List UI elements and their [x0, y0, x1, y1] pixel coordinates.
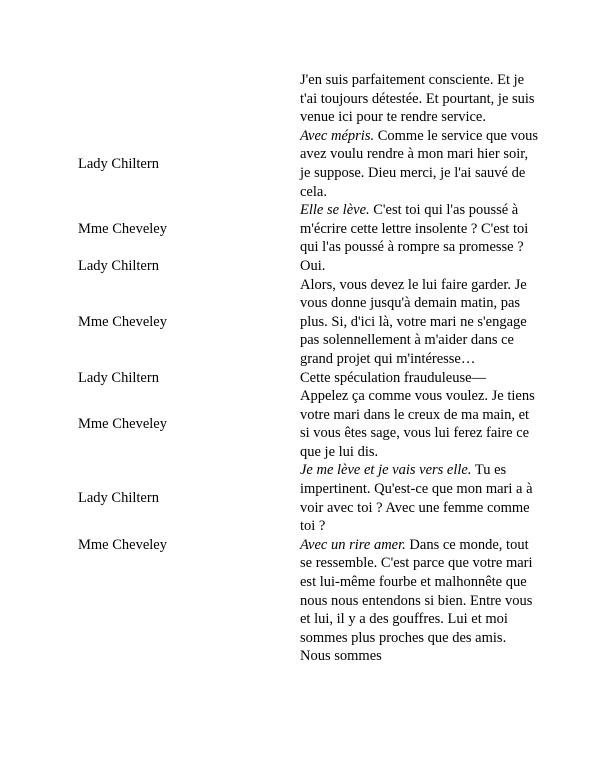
speaker-name: Lady Chiltern: [78, 257, 159, 274]
stage-direction: Elle se lève.: [300, 202, 370, 219]
dialogue-table: [78, 71, 538, 666]
dialogue-row: [78, 201, 538, 257]
speech-line: Appelez ça comme vous voulez. Je tiens votre mari dans le creux de ma main, et si vous êtes sage, vous lui ferez faire ce que je lui dis.: [300, 388, 535, 460]
speaker-name: Mme Cheveley: [78, 313, 167, 330]
speaker-name: Lady Chiltern: [78, 369, 159, 386]
speech-line: Alors, vous devez le lui faire garder. Je vous donne jusqu'à demain matin, pas plus. Si, d'ici là, votre mari ne s'engage pas solennellement à m'aider dans ce grand projet qui m'intéresse…: [300, 276, 527, 367]
speech-line: Cette spéculation frauduleuse—: [300, 369, 487, 386]
speech-text: [300, 536, 538, 666]
dialogue-row: [78, 536, 538, 666]
speaker-name: Mme Cheveley: [78, 536, 167, 553]
speech-text: [300, 127, 538, 201]
dialogue-row: [78, 276, 538, 369]
dialogue-row: [78, 257, 538, 276]
dialogue-row: [78, 369, 538, 388]
speech-line: J'en suis parfaitement consciente. Et je t'ai toujours détestée. Et pourtant, je suis venue ici pour te rendre service.: [300, 72, 535, 126]
speaker-name: Mme Cheveley: [78, 415, 167, 432]
dialogue-row: [78, 127, 538, 201]
speech-text: [300, 369, 538, 388]
speech-line: Oui.: [300, 257, 326, 274]
speech-line: Comme le service que vous avez voulu rendre à mon mari hier soir, je suppose. Dieu merci, je l'ai sauvé de cela.: [300, 127, 538, 200]
stage-direction: Je me lève et je vais vers elle.: [300, 462, 472, 479]
speech-text: [300, 71, 538, 127]
speech-text: [300, 201, 538, 257]
speech-text: [300, 387, 538, 461]
speech-text: [300, 257, 538, 276]
stage-direction: Avec un rire amer.: [300, 536, 406, 553]
stage-direction: Avec mépris.: [300, 127, 375, 144]
speaker-name: Mme Cheveley: [78, 220, 167, 237]
dialogue-row: [78, 387, 538, 461]
speech-text: [300, 461, 538, 535]
speech-line: Tu es impertinent. Qu'est-ce que mon mari a à voir avec toi ? Avec une femme comme toi ?: [300, 462, 533, 535]
dialogue-row: [78, 461, 538, 535]
speaker-name: Lady Chiltern: [78, 155, 159, 172]
speech-text: [300, 276, 538, 369]
speaker-name: Lady Chiltern: [78, 490, 159, 507]
speech-line: C'est toi qui l'as poussé à m'écrire cette lettre insolente ? C'est toi qui l'as poussé à rompre sa promesse ?: [300, 202, 529, 256]
speech-line: Dans ce monde, tout se ressemble. C'est parce que votre mari est lui-même fourbe et malhonnête que nous nous entendons si bien. Entre vous et lui, il y a des gouffres. Lui et moi sommes plus proches que des amis. Nous sommes: [300, 536, 533, 665]
dialogue-row: [78, 71, 538, 127]
